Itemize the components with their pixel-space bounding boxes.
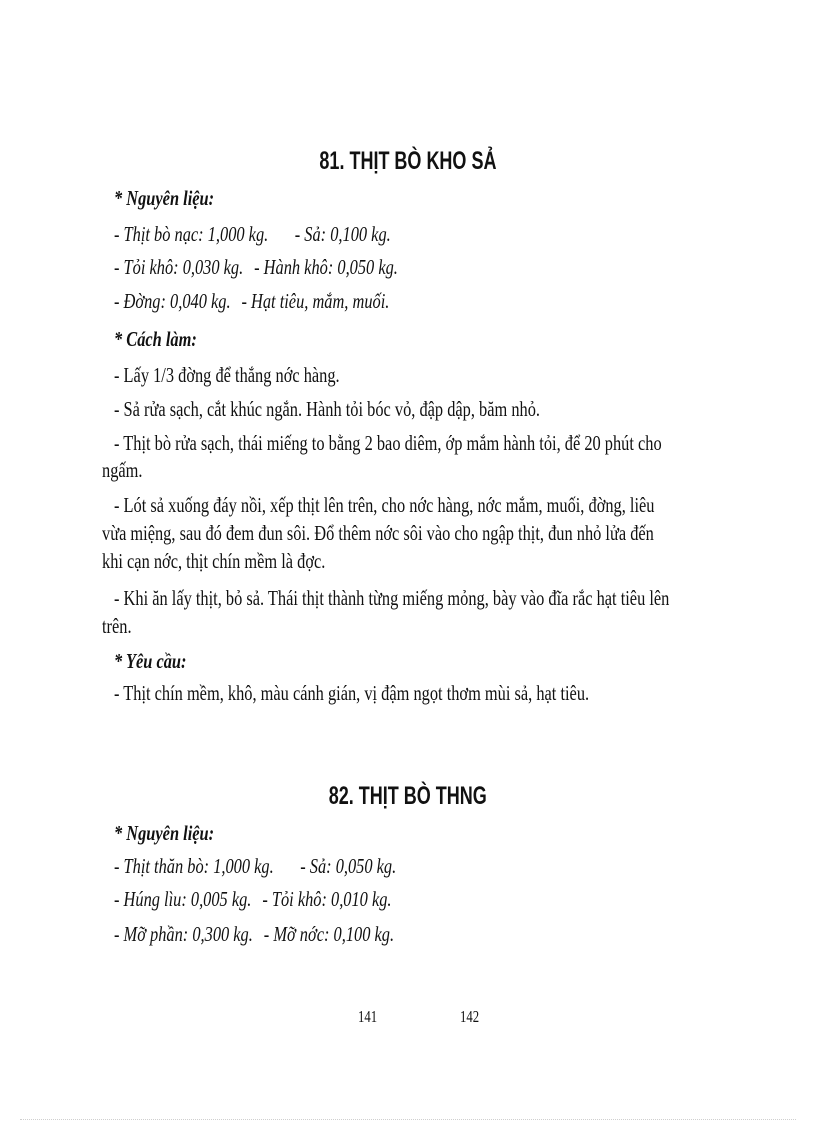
method-line: khi cạn nớc, thịt chín mềm là đợc. xyxy=(102,549,326,573)
recipe-81-title: 81. THỊT BÒ KHO SẢ xyxy=(319,147,497,175)
recipe-81-ingredient-row xyxy=(114,286,389,316)
ingredient-item: - Mỡ nớc: 0,100 kg. xyxy=(263,922,395,946)
method-line: - Lót sả xuống đáy nồi, xếp thịt lên trên, cho nớc hàng, nớc mắm, muối, đờng, liêu xyxy=(114,493,655,517)
ingredient-item: - Sả: 0,050 kg. xyxy=(300,854,397,878)
ingredient-item: - Sả: 0,100 kg. xyxy=(294,222,391,246)
ingredient-item: - Hạt tiêu, mắm, muối. xyxy=(241,289,390,313)
recipe-81-requirement-heading: * Yêu cầu: xyxy=(114,649,187,673)
page-number-right: 142 xyxy=(460,1007,480,1026)
ingredient-item: - Tỏi khô: 0,010 kg. xyxy=(262,887,392,911)
method-line: - Lấy 1/3 đờng để thắng nớc hàng. xyxy=(114,363,340,387)
ingredient-item: - Húng lìu: 0,005 kg. xyxy=(114,887,252,911)
requirement-line: - Thịt chín mềm, khô, màu cánh gián, vị đậm ngọt thơm mùi sả, hạt tiêu. xyxy=(114,681,590,705)
method-line: vừa miệng, sau đó đem đun sôi. Đổ thêm nớc sôi vào cho ngập thịt, đun nhỏ lửa đến xyxy=(102,521,654,545)
method-line: trên. xyxy=(102,614,132,638)
page-bottom-divider xyxy=(20,1119,796,1120)
ingredient-item: - Mỡ phần: 0,300 kg. xyxy=(114,922,253,946)
ingredient-item: - Đờng: 0,040 kg. xyxy=(114,289,231,313)
method-line: ngấm. xyxy=(102,458,143,482)
recipe-82-title: 82. THỊT BÒ THNG xyxy=(328,782,488,810)
page-number-left: 141 xyxy=(358,1007,378,1026)
recipe-81-ingredient-row xyxy=(114,219,391,249)
recipe-81-ingredients-heading: * Nguyên liệu: xyxy=(114,186,215,210)
method-line: - Sả rửa sạch, cắt khúc ngắn. Hành tỏi bóc vỏ, đập dập, băm nhỏ. xyxy=(114,397,541,421)
recipe-82-ingredient-row xyxy=(114,919,394,949)
method-line: - Khi ăn lấy thịt, bỏ sả. Thái thịt thành từng miếng mỏng, bày vào đĩa rắc hạt tiêu lên xyxy=(114,586,670,610)
ingredient-item: - Tỏi khô: 0,030 kg. xyxy=(114,255,244,279)
ingredient-item: - Hành khô: 0,050 kg. xyxy=(254,255,398,279)
recipe-82-ingredient-row xyxy=(114,884,392,914)
ingredient-item: - Thịt thăn bò: 1,000 kg. xyxy=(114,854,274,878)
recipe-81-method-heading: * Cách làm: xyxy=(114,327,197,351)
recipe-81-ingredient-row xyxy=(114,252,398,282)
recipe-82-ingredient-row xyxy=(114,851,396,881)
ingredient-item: - Thịt bò nạc: 1,000 kg. xyxy=(114,222,269,246)
recipe-82-ingredients-heading: * Nguyên liệu: xyxy=(114,821,215,845)
method-line: - Thịt bò rửa sạch, thái miếng to bằng 2 bao diêm, ớp mắm hành tỏi, để 20 phút cho xyxy=(114,431,662,455)
